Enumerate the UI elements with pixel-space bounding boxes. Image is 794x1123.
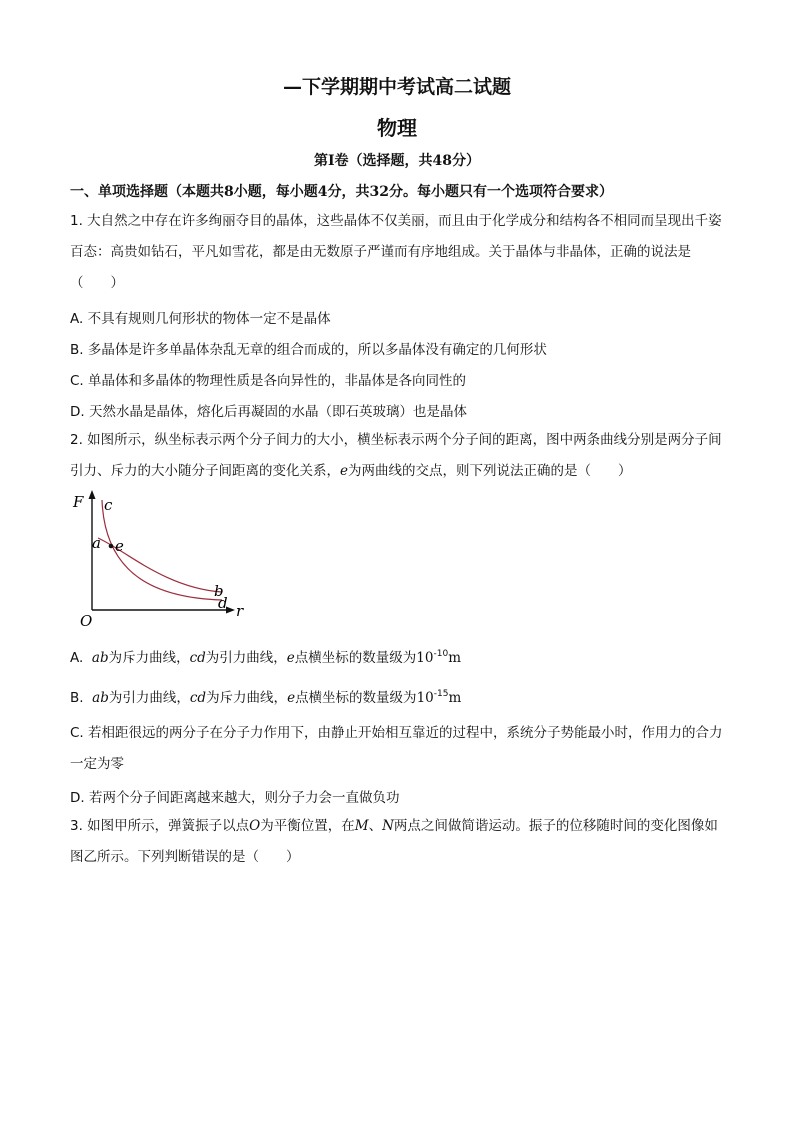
- q2-stem-part2: 为两曲线的交点，则下列说法正确的是（ ）: [348, 463, 632, 479]
- q3-point-M: M: [354, 818, 369, 834]
- label-F: F: [73, 493, 84, 511]
- q2-a-prefix: A.: [70, 650, 84, 666]
- q2-a-cd: cd: [189, 650, 206, 666]
- q2-b-ab: ab: [92, 690, 109, 706]
- q1-stem: 1. 大自然之中存在许多绚丽夺目的晶体，这些晶体不仅美丽，而且由于化学成分和结构各不相同而呈现出千姿百态：高贵如钻石，平凡如雪花，都是由无数原子严谨而有序地组成。关于晶体与非晶体，正确的说法是（ ）: [70, 213, 722, 291]
- label-a: a: [92, 534, 101, 552]
- q2-stem-e: e: [340, 463, 348, 479]
- part-heading: 第Ⅰ卷（选择题，共48分）: [313, 153, 481, 169]
- q3-point-O: O: [249, 818, 261, 834]
- q2-stem: [70, 425, 726, 487]
- label-c: c: [104, 496, 113, 514]
- q2-stem-part1: 2. 如图所示，纵坐标表示两个分子间力的大小，横坐标表示两个分子间的距离，图中两条曲线分别是两分子间引力、斥力的大小随分子间距离的变化关系，: [70, 432, 722, 479]
- q2-a-t2: 为引力曲线，: [205, 650, 287, 666]
- q2-b-prefix: B.: [70, 690, 84, 706]
- q2-b-t1: 为引力曲线，: [108, 690, 190, 706]
- q1-option-c: C. 单晶体和多晶体的物理性质是各向异性的，非晶体是各向同性的: [70, 373, 467, 389]
- q2-b-t2: 为斥力曲线，: [206, 690, 288, 706]
- q2-a-t1: 为斥力曲线，: [108, 650, 190, 666]
- q2-a-e: e: [286, 650, 295, 666]
- q2-b-exponent: -15: [433, 689, 449, 699]
- q3-t2: 为平衡位置，在: [260, 818, 355, 834]
- q3-sep: 、: [368, 818, 383, 834]
- q2-b-cd: cd: [189, 690, 207, 706]
- subject-title: 物理: [377, 116, 417, 140]
- q2-b-unit: m: [448, 690, 462, 706]
- q3-t1: 3. 如图甲所示，弹簧振子以点: [70, 818, 250, 834]
- q2-a-t3: 点横坐标的数量级为: [294, 650, 417, 666]
- label-d: d: [218, 594, 228, 612]
- force-distance-graph: [70, 488, 260, 630]
- label-r: r: [236, 602, 244, 620]
- q3-stem: [70, 811, 726, 873]
- section-heading: 一、单项选择题（本题共8小题，每小题4分，共32分。每小题只有一个选项符合要求）: [70, 184, 613, 200]
- q2-a-ab: ab: [91, 650, 109, 666]
- q2-option-c: C. 若相距很远的两分子在分子力作用下，由静止开始相互靠近的过程中，系统分子势能最小时，作用力的合力一定为零: [70, 725, 723, 772]
- q2-a-exponent: -10: [433, 649, 449, 659]
- q2-b-t3: 点横坐标的数量级为: [295, 690, 417, 706]
- q1-option-b: B. 多晶体是许多单晶体杂乱无章的组合而成的，所以多晶体没有确定的几何形状: [70, 342, 547, 358]
- q2-b-base: 10: [416, 690, 434, 706]
- q2-b-e: e: [287, 690, 296, 706]
- q2-option-b: [70, 686, 461, 706]
- q2-a-base: 10: [416, 650, 434, 666]
- q3-point-N: N: [382, 818, 394, 834]
- q2-option-d: D. 若两个分子间距离越来越大，则分子力会一直做负功: [70, 790, 400, 806]
- label-e: e: [115, 537, 124, 555]
- y-axis-arrow: [89, 490, 96, 499]
- q2-a-unit: m: [448, 650, 461, 666]
- exam-title: —下学期期中考试高二试题: [282, 76, 511, 98]
- q1-option-a: A. 不具有规则几何形状的物体一定不是晶体: [70, 311, 331, 327]
- label-b: b: [214, 582, 224, 600]
- q2-option-a: [70, 646, 461, 666]
- intersection-point-e: [109, 544, 114, 549]
- q1-option-d: D. 天然水晶是晶体，熔化后再凝固的水晶（即石英玻璃）也是晶体: [70, 404, 467, 420]
- q3-t3: 两点之间做简谐运动。振子的位移随时间的变化图像如图乙所示。下列判断错误的是（ ）: [70, 818, 718, 865]
- label-O: O: [80, 612, 93, 630]
